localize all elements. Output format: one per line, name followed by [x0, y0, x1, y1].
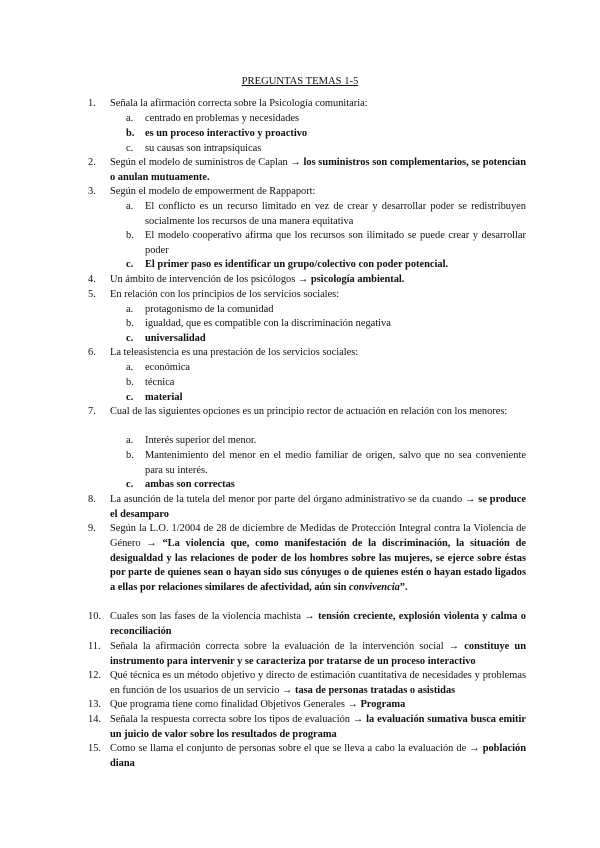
question-text: Señala la afirmación correcta sobre la Psicología comunitaria:	[110, 98, 368, 109]
option-text: Mantenimiento del menor en el medio familiar de origen, salvo que no sea conveniente para su interés.	[145, 450, 526, 476]
question-2	[88, 156, 527, 186]
option-letter: b.	[126, 318, 134, 329]
correct-answer: material	[145, 392, 183, 403]
question-text: Según la L.O. 1/2004 de 28 de diciembre de Medidas de Protección Integral contra la Violencia de Género →	[110, 523, 526, 549]
option-text: Interés superior del menor.	[145, 435, 257, 446]
option-letter: a.	[126, 304, 134, 315]
option-letter: a.	[126, 435, 134, 446]
option-6c-correct	[126, 391, 526, 406]
answer-text: se produce el desamparo	[110, 494, 526, 520]
question-text: La asunción de la tutela del menor por parte del órgano administrativo se da cuando →	[110, 494, 479, 505]
question-11	[88, 640, 526, 670]
question-number: 14.	[88, 714, 101, 725]
option-text: económica	[145, 362, 191, 373]
option-5a	[126, 303, 526, 318]
question-text: Según el modelo de empowerment de Rappaport:	[110, 186, 316, 197]
question-4	[88, 273, 526, 288]
option-letter: c.	[126, 479, 134, 490]
question-number: 9.	[88, 523, 96, 534]
option-7a	[126, 434, 526, 449]
option-letter: c.	[126, 259, 134, 270]
option-1c	[126, 142, 526, 157]
option-text: protagonismo de la comunidad	[145, 304, 274, 315]
option-text: El modelo cooperativo afirma que los recursos son ilimitado se puede crear y desarrollar poder	[145, 230, 526, 256]
question-text: Cuales son las fases de la violencia machista →	[110, 611, 319, 622]
question-number: 15.	[88, 743, 101, 754]
question-text: Según el modelo de suministros de Caplan →	[110, 157, 304, 168]
question-text: La teleasistencia es una prestación de los servicios sociales:	[110, 347, 359, 358]
option-letter: a.	[126, 362, 134, 373]
option-5c-correct	[126, 332, 526, 347]
question-text: Señala la afirmación correcta sobre la evaluación de la intervención social →	[110, 641, 465, 652]
question-13	[88, 698, 526, 713]
question-text: Cual de las siguientes opciones es un principio rector de actuación en relación con los menores:	[110, 406, 508, 417]
option-3c-correct	[126, 258, 526, 273]
question-3	[88, 185, 526, 200]
question-number: 3.	[88, 186, 96, 197]
question-text: Qué técnica es un método objetivo y directo de estimación cuantitativa de necesidades y problemas en función de los usuarios de un servicio →	[110, 670, 526, 696]
option-text: centrado en problemas y necesidades	[145, 113, 300, 124]
question-text: En relación con los principios de los servicios sociales:	[110, 289, 340, 300]
option-1b-correct	[126, 127, 526, 142]
option-7c-correct	[126, 478, 526, 493]
option-letter: a.	[126, 201, 134, 212]
option-6b	[126, 376, 526, 391]
option-1a	[126, 112, 526, 127]
correct-answer: El primer paso es identificar un grupo/colectivo con poder potencial.	[145, 259, 449, 270]
question-12	[88, 669, 526, 699]
question-text: Señala la respuesta correcta sobre los tipos de evaluación →	[110, 714, 367, 725]
question-text: Que programa tiene como finalidad Objetivos Generales →	[110, 699, 361, 710]
question-number: 11.	[88, 641, 101, 652]
answer-text: psicología ambiental.	[310, 274, 405, 285]
option-letter: c.	[126, 392, 134, 403]
question-15	[88, 742, 526, 772]
option-letter: b.	[126, 377, 134, 388]
option-text: igualdad, que es compatible con la discriminación negativa	[145, 318, 391, 329]
answer-text: constituye un instrumento para intervenir y se caracteriza por tratarse de un proceso interactivo	[110, 641, 526, 667]
correct-answer: es un proceso interactivo y proactivo	[145, 128, 308, 139]
answer-closing-quote: ”.	[399, 582, 408, 594]
correct-answer: ambas son correctas	[145, 479, 235, 490]
answer-text: población diana	[110, 743, 526, 769]
question-6	[88, 346, 526, 361]
option-6a	[126, 361, 526, 376]
question-number: 12.	[88, 670, 101, 681]
option-text: El conflicto es un recurso limitado en vez de crear y desarrollar poder se redistribuyen socialmente los recursos de una manera equitativa	[145, 201, 526, 227]
question-number: 5.	[88, 289, 96, 300]
question-5	[88, 288, 526, 303]
page-title: PREGUNTAS TEMAS 1-5	[241, 76, 359, 87]
option-letter: c.	[126, 333, 134, 344]
question-8	[88, 493, 526, 523]
question-number: 6.	[88, 347, 96, 358]
question-number: 2.	[88, 157, 96, 168]
option-letter: b.	[126, 128, 135, 139]
question-14	[88, 713, 526, 743]
correct-answer: universalidad	[145, 333, 206, 344]
answer-text: tensión creciente, explosión violenta y calma o reconciliación	[110, 611, 526, 637]
option-letter: b.	[126, 450, 134, 461]
option-7b	[126, 449, 526, 479]
option-3b	[126, 229, 526, 259]
option-text: su causas son intrapsíquicas	[145, 143, 262, 154]
question-number: 8.	[88, 494, 96, 505]
option-3a	[126, 200, 526, 230]
question-text: Un ámbito de intervención de los psicólogos →	[110, 274, 311, 285]
answer-text: tasa de personas tratadas o asistidas	[294, 684, 456, 696]
question-number: 13.	[88, 699, 101, 710]
question-number: 1.	[88, 98, 96, 109]
option-letter: a.	[126, 113, 134, 124]
option-5b	[126, 317, 526, 332]
answer-text: Programa	[360, 699, 406, 710]
question-9	[88, 522, 526, 596]
question-1	[88, 97, 526, 112]
answer-text: “La violencia que, como manifestación de la discriminación, la situación de desigualdad y las relaciones de poder de los hombres sobre las mujeres, se ejerce sobre éstas por parte de quienes sean o hayan sido sus cónyuges o de quienes estén o hayan estado ligados a ellas por relaciones similares de afectividad, aún sin	[110, 537, 526, 594]
option-letter: c.	[126, 143, 134, 154]
question-number: 10.	[88, 611, 101, 622]
question-7	[88, 405, 526, 420]
answer-text: la evaluación sumativa busca emitir un juicio de valor sobre los resultados de programa	[110, 714, 526, 740]
question-number: 7.	[88, 406, 96, 417]
option-text: técnica	[145, 377, 175, 388]
answer-text: los suministros son complementarios, se potencian o anulan mutuamente.	[110, 157, 527, 183]
answer-italic-text: convivencia	[349, 582, 400, 594]
question-number: 4.	[88, 274, 96, 285]
question-text: Como se llama el conjunto de personas sobre el que se lleva a cabo la evaluación de →	[110, 743, 483, 754]
question-10	[88, 610, 526, 640]
option-letter: b.	[126, 230, 134, 241]
